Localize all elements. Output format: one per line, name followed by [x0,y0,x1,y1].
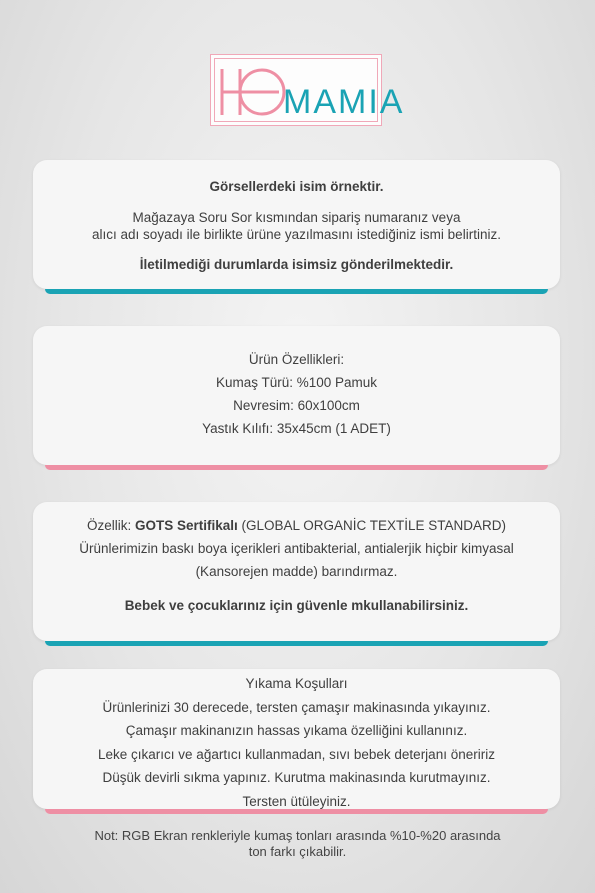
card-accent-bar [45,641,548,646]
logo-mark-icon [211,55,405,127]
name-example-heading: Görsellerdeki isim örnektir. [209,179,384,194]
product-features-title: Ürün Özellikleri: [248,352,345,367]
certification-line [33,514,560,537]
product-features-card [33,326,560,465]
order-instruction-line: alıcı adı soyadı ile birlikte ürüne yazılmasını istediğiniz ismi belirtiniz. [92,227,501,242]
card-accent-bar [45,465,548,470]
no-name-notice: İletilmediği durumlarda isimsiz gönderilmektedir. [139,257,454,272]
gots-full-name: (GLOBAL ORGANİC TEXTİLE STANDARD) [237,518,507,533]
washing-instruction: Leke çıkarıcı ve ağartıcı kullanmadan, sıvı bebek deterjanı öneririz [98,746,495,762]
brand-logo [210,54,405,126]
washing-title: Yıkama Koşulları [245,676,348,691]
washing-instruction: Çamaşır makinanızın hassas yıkama özelliğini kullanınız. [125,723,468,738]
note-line: Not: RGB Ekran renkleriyle kumaş tonları arasında %10-%20 arasında [94,828,501,843]
washing-instruction: Düşük devirli sıkma yapınız. Kurutma makinasında kurutmayınız. [102,770,491,785]
card-accent-bar [45,289,548,294]
color-difference-note [40,828,555,860]
antibacterial-line: Ürünlerimizin baskı boya içerikleri antibakterial, antialerjik hiçbir kimyasal [79,541,514,556]
washing-instruction: Ürünlerinizi 30 derecede, tersten çamaşır makinasında yıkayınız. [102,699,491,715]
logo-wordmark: MAMIA [283,83,405,121]
washing-conditions-card [33,669,560,809]
safe-use-notice: Bebek ve çocuklarınız için güvenle mkullanabilirsiniz. [124,598,469,613]
feature-prefix: Özellik: [86,518,135,533]
name-info-card [33,160,560,289]
pillow-size: Yastık Kılıfı: 35x45cm (1 ADET) [202,421,391,436]
card-accent-bar [45,809,548,814]
washing-instruction: Tersten ütüleyiniz. [242,793,351,809]
gots-label: GOTS Sertifikalı [134,518,238,533]
chemical-free-line: (Kansorejen madde) barındırmaz. [195,564,398,579]
note-line: ton farkı çıkabilir. [248,844,347,859]
certification-card [33,502,560,641]
duvet-size: Nevresim: 60x100cm [233,398,360,413]
fabric-type: Kumaş Türü: %100 Pamuk [215,375,378,390]
order-instruction-line: Mağazaya Soru Sor kısmından sipariş numaranız veya [132,210,461,225]
